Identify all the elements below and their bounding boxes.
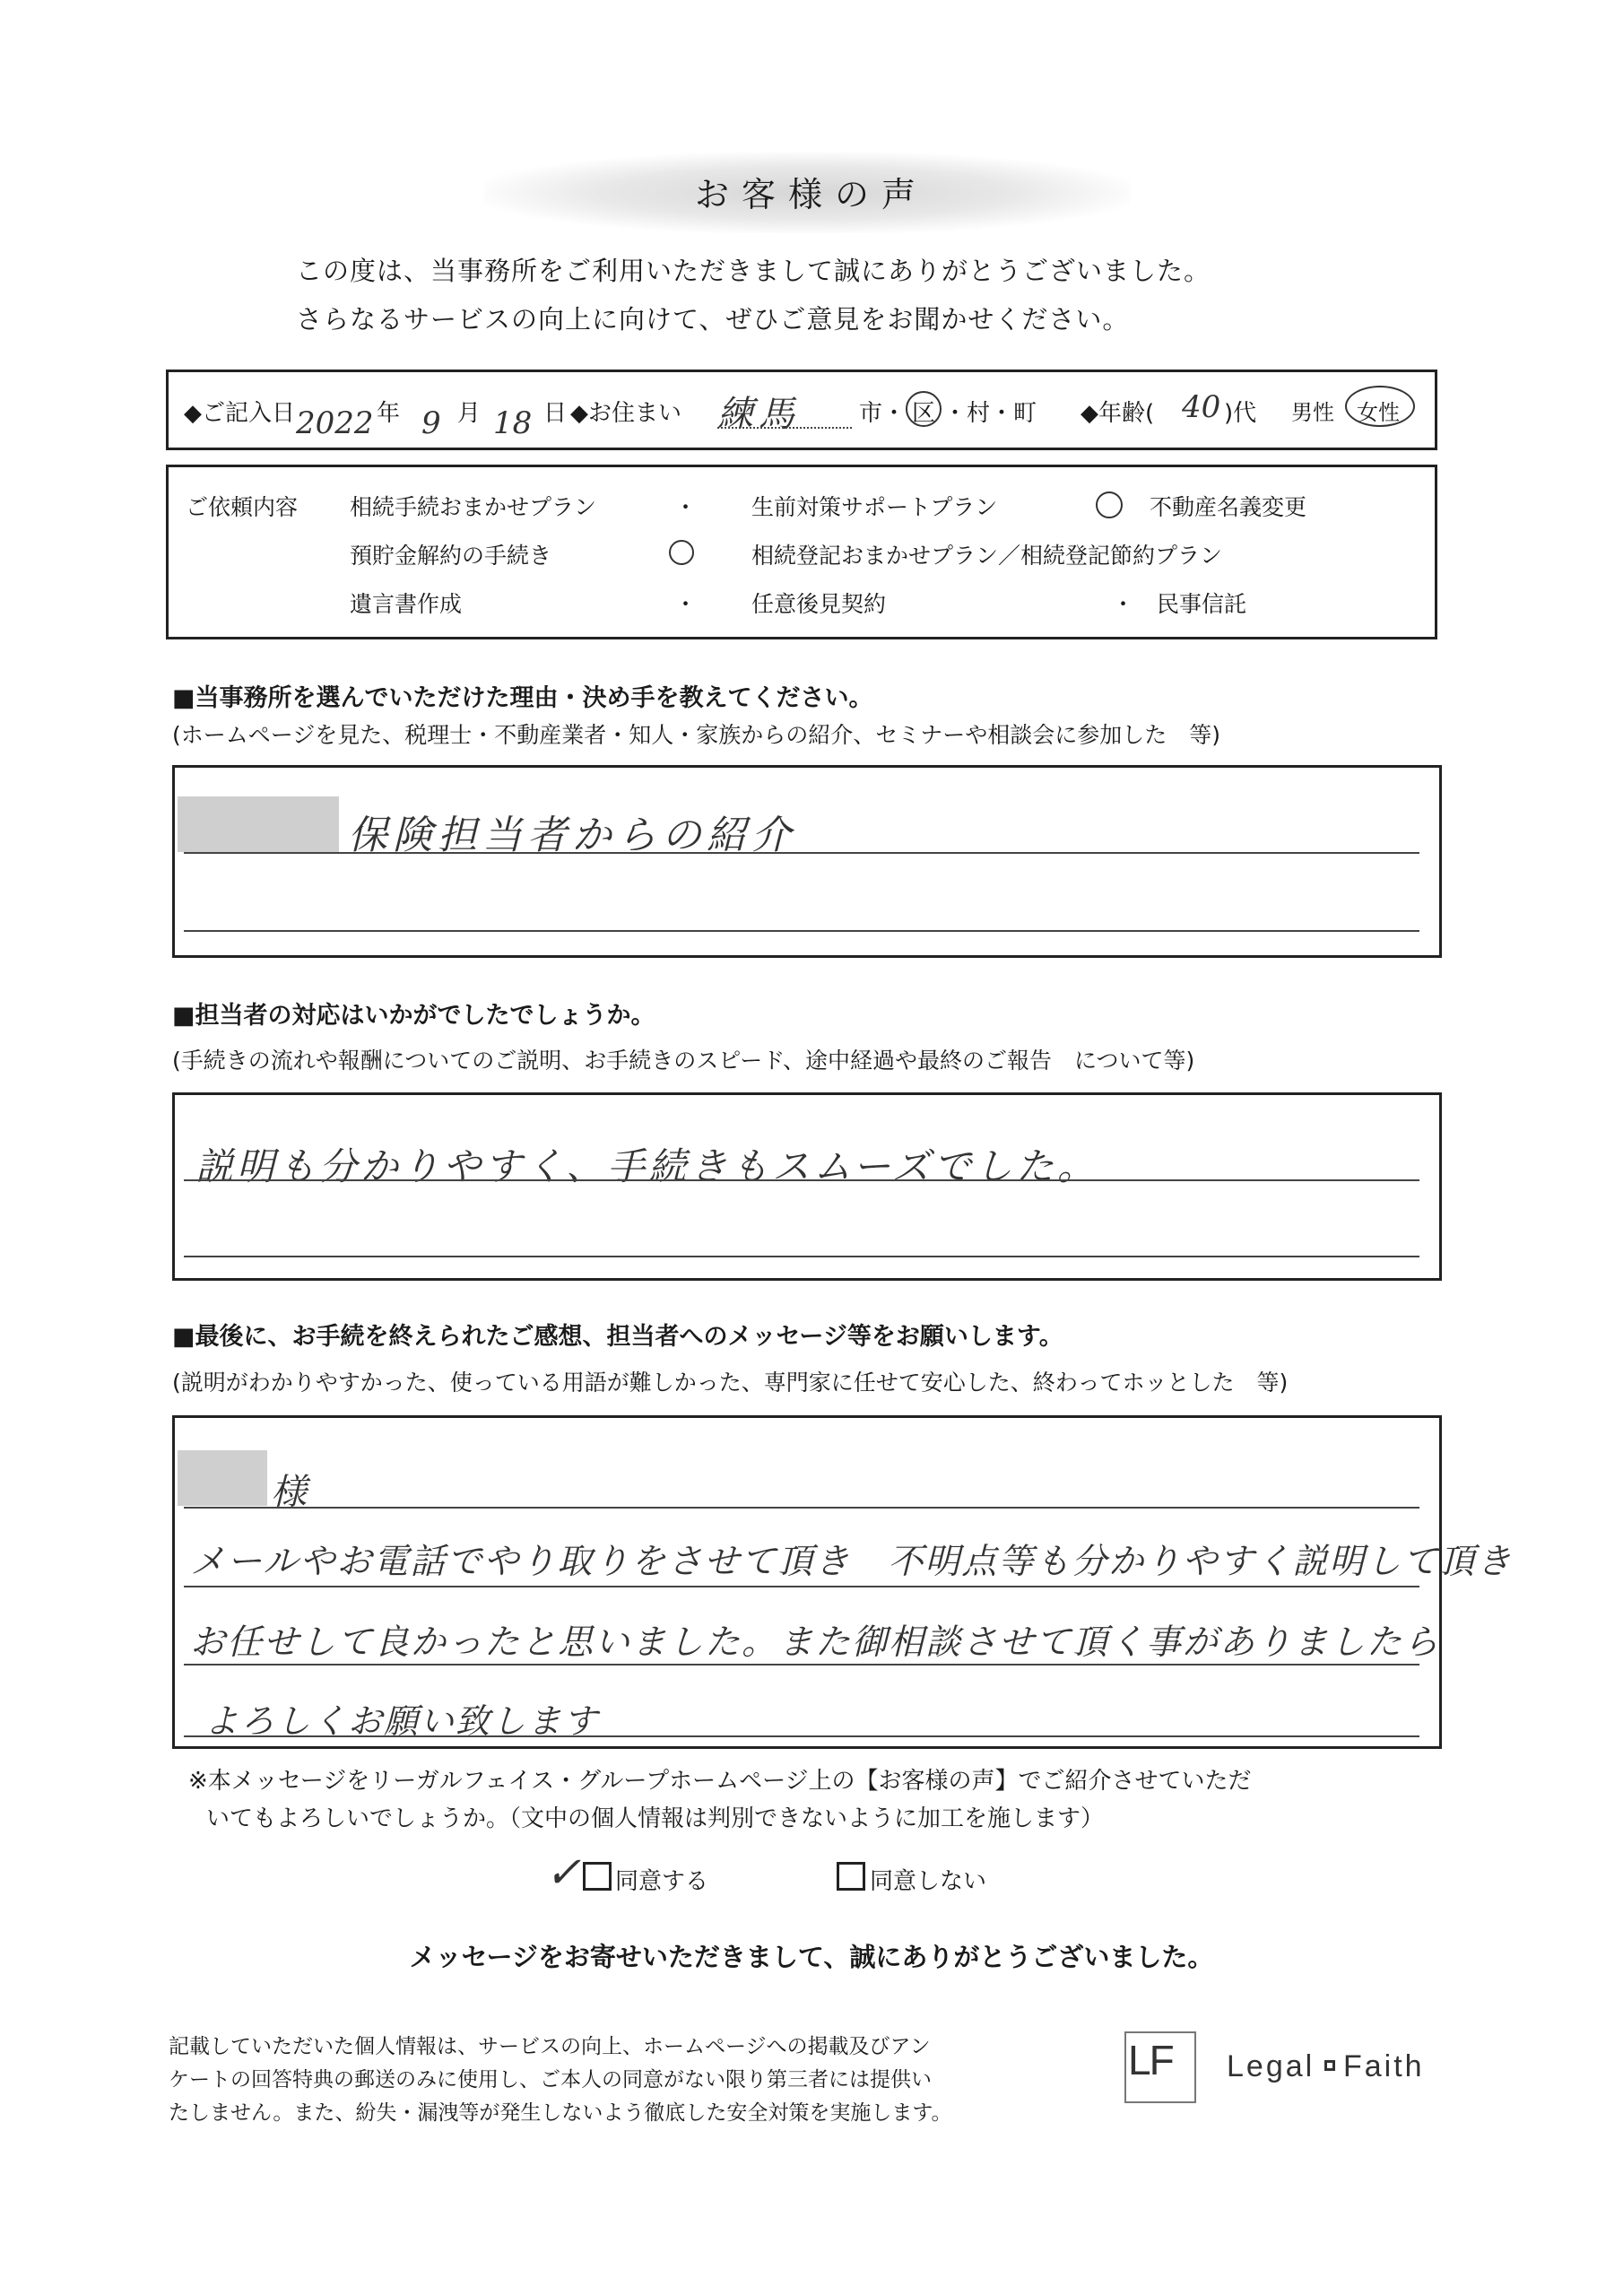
logo-dot-icon [1324, 2060, 1335, 2071]
date-label: ◆ご記入日 [184, 400, 295, 427]
city-option-other: ・村・町 [943, 400, 1037, 427]
agree-label: 同意する [615, 1868, 709, 1895]
year-unit: 年 [377, 400, 401, 427]
q3-hint: (説明がわかりやすかった、使っている用語が難しかった、専門家に任せて安心した、終わってホッとした 等) [172, 1370, 1289, 1396]
request-item-real-estate: 不動産名義変更 [1150, 494, 1307, 520]
logo-text-left: Legal [1227, 2049, 1315, 2083]
q1-hint: (ホームページを見た、税理士・不動産業者・知人・家族からの紹介、セミナーや相談会に参加した 等) [172, 722, 1221, 748]
disagree-label: 同意しない [870, 1868, 987, 1895]
q2-line-1 [184, 1179, 1419, 1181]
request-separator-3: ・ [1112, 591, 1135, 617]
q3-message-line-2: お任せして良かったと思いました。また御相談させて頂く事がありましたら [190, 1622, 1441, 1663]
redacted-name-2 [178, 1450, 267, 1506]
q1-answer-box [172, 765, 1442, 958]
logo-mark: LF [1128, 2037, 1173, 2083]
q3-salutation: 様 [271, 1472, 307, 1513]
thanks-message: メッセージをお寄せいただきまして、誠にありがとうございました。 [409, 1942, 1214, 1972]
gender-male: 男性 [1291, 400, 1334, 425]
q3-message-line-3: よろしくお願い致します [204, 1701, 600, 1741]
age-unit: )代 [1224, 400, 1257, 427]
request-item-registration-plan: 相続登記おまかせプラン／相続登記節約プラン [751, 543, 1223, 569]
address-value: 練馬 [717, 394, 800, 435]
request-item-will: 遺言書作成 [350, 591, 463, 617]
q2-heading: ■担当者の対応はいかがでしたでしょうか。 [172, 1002, 655, 1030]
address-label: ◆お住まい [570, 400, 681, 427]
agree-checkbox[interactable] [583, 1862, 612, 1891]
consent-note-line-2: いてもよろしいでしょうか。（文中の個人情報は判別できないように加工を施します） [206, 1805, 1105, 1832]
day-unit: 日 [543, 400, 568, 427]
request-item-deposit: 預貯金解約の手続き [350, 543, 552, 569]
redacted-name-1 [178, 796, 339, 852]
request-item-guardianship: 任意後見契約 [751, 591, 887, 617]
q1-line-2 [184, 930, 1419, 932]
q3-line-4 [184, 1735, 1419, 1737]
q3-message-line-1: メールやお電話でやり取りをさせて頂き 不明点等も分かりやすく説明して頂き [190, 1542, 1514, 1582]
gender-female: 女性 [1357, 400, 1400, 425]
intro-line-1: この度は、当事務所をご利用いただきまして誠にありがとうございました。 [296, 256, 1211, 286]
age-value: 40 [1182, 389, 1221, 425]
month-unit: 月 [457, 400, 482, 427]
q2-hint: (手続きの流れや報酬についてのご説明、お手続きのスピード、途中経過や最終のご報告 について等) [172, 1048, 1195, 1074]
request-item-lifetime-plan: 生前対策サポートプラン [751, 494, 998, 520]
request-item-inheritance-plan: 相続手続おまかせプラン [350, 494, 597, 520]
q2-line-2 [184, 1256, 1419, 1257]
city-option-ku: 区 [912, 400, 936, 427]
logo-text-right: Faith [1343, 2049, 1425, 2083]
consent-note-line-1: ※本メッセージをリーガルフェイス・グループホームページ上の【お客様の声】でご紹介させていただ [188, 1768, 1252, 1795]
realestate-selected-mark [1096, 491, 1123, 518]
agree-check-mark: ✓ [545, 1848, 582, 1898]
q3-heading: ■最後に、お手続を終えられたご感想、担当者へのメッセージ等をお願いします。 [172, 1323, 1063, 1351]
request-item-trust: 民事信託 [1157, 591, 1247, 617]
date-year: 2022 [296, 405, 374, 441]
q2-answer: 説明も分かりやすく、手続きもスムーズでした。 [195, 1144, 1098, 1188]
q3-line-1 [184, 1507, 1419, 1509]
q1-line-1 [184, 852, 1419, 854]
q3-line-3 [184, 1664, 1419, 1665]
privacy-line-1: 記載していただいた個人情報は、サービスの向上、ホームページへの掲載及びアン [169, 2035, 931, 2058]
date-day: 18 [493, 405, 533, 441]
date-month: 9 [421, 405, 441, 441]
deposit-selected-mark [669, 540, 694, 565]
city-option-shi: 市・ [859, 400, 907, 427]
privacy-line-3: たしません。また、紛失・漏洩等が発生しないよう徹底した安全対策を実施します。 [169, 2101, 952, 2125]
request-separator-1: ・ [674, 494, 698, 520]
disagree-checkbox[interactable] [837, 1862, 865, 1891]
q1-heading: ■当事務所を選んでいただけた理由・決め手を教えてください。 [172, 684, 873, 712]
page-title: お客様の声 [694, 175, 928, 214]
address-underline [717, 427, 852, 429]
request-separator-2: ・ [674, 591, 698, 617]
age-label: ◆年齢( [1081, 400, 1155, 427]
intro-line-2: さらなるサービスの向上に向けて、ぜひご意見をお聞かせください。 [296, 304, 1130, 335]
q3-line-2 [184, 1586, 1419, 1587]
privacy-line-2: ケートの回答特典の郵送のみに使用し、ご本人の同意がない限り第三者には提供い [169, 2068, 932, 2092]
q1-answer: 保険担当者からの紹介 [348, 813, 796, 858]
request-label: ご依頼内容 [186, 494, 299, 520]
